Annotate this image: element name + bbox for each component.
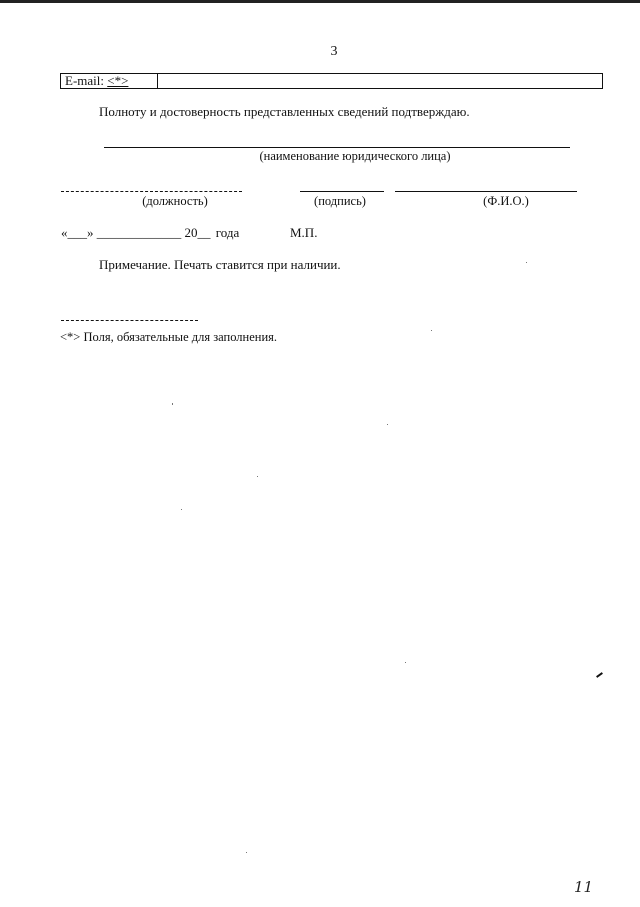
footnote-divider: [61, 320, 198, 321]
signature-caption: (подпись): [314, 194, 366, 208]
handwritten-page-mark: 11: [574, 878, 594, 896]
scan-speck: [405, 662, 406, 663]
full-name-caption: (Ф.И.О.): [483, 194, 529, 208]
position-caption: (должность): [142, 194, 208, 208]
email-row: [60, 73, 603, 89]
date-row: [61, 225, 239, 241]
legal-entity-line: [104, 147, 570, 148]
page-top-edge: [0, 0, 640, 3]
signature-line: [300, 191, 384, 192]
email-label-cell: [61, 74, 158, 88]
scan-speck: [387, 424, 388, 425]
position-line: [61, 191, 242, 192]
legal-entity-caption: (наименование юридического лица): [259, 149, 451, 163]
year-blank[interactable]: __: [197, 225, 211, 240]
note: Примечание. Печать ставится при наличии.: [99, 257, 341, 272]
email-label: E-mail:: [65, 73, 104, 88]
full-name-line: [395, 191, 577, 192]
stamp-place: М.П.: [290, 225, 318, 240]
required-marker: <*>: [107, 73, 129, 88]
confirmation-statement: Полноту и достоверность представленных сведений подтверждаю.: [99, 104, 470, 119]
scan-mark: [596, 672, 603, 678]
month-blank[interactable]: _____________: [96, 225, 182, 240]
page-number: 3: [330, 44, 338, 59]
close-quote: »: [87, 225, 94, 240]
footnote: <*> Поля, обязательные для заполнения.: [60, 330, 278, 344]
email-value-cell[interactable]: [159, 74, 602, 88]
scan-speck: [181, 509, 182, 510]
year-prefix: 20: [184, 225, 198, 240]
scan-speck: [257, 476, 258, 477]
scan-speck: [526, 262, 527, 263]
open-quote: «: [61, 225, 68, 240]
scan-speck: [246, 852, 247, 853]
scan-speck: [172, 403, 173, 405]
day-blank[interactable]: ___: [67, 225, 87, 240]
scan-speck: [431, 330, 432, 331]
year-word: года: [215, 225, 240, 240]
